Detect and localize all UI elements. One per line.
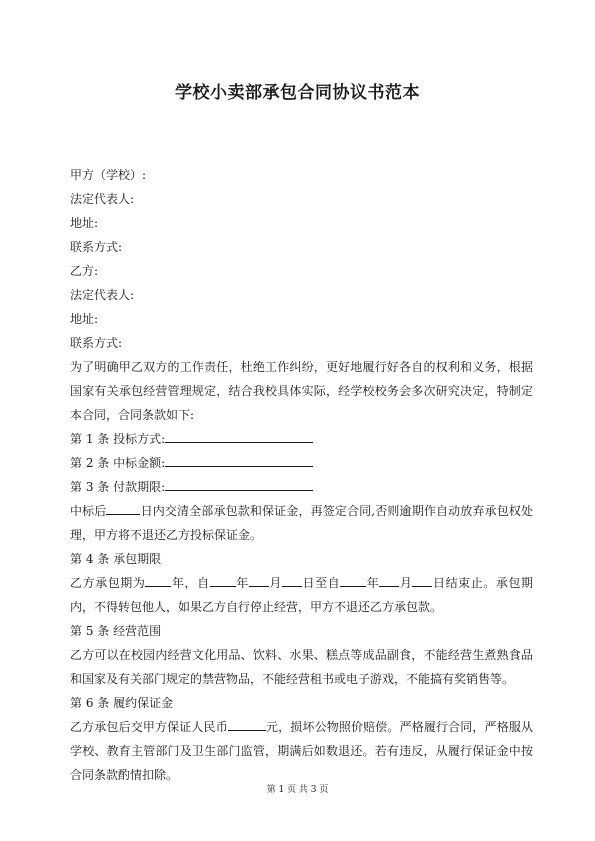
party-b-rep-line: 法定代表人: <box>70 288 135 302</box>
article-3 <box>70 475 533 499</box>
party-a-address-line: 地址: <box>70 216 99 230</box>
deposit-paragraph <box>70 715 533 787</box>
party-b-address-line: 地址: <box>70 312 99 326</box>
bid-text-2: 日内交清全部承包款和保证金，再签定合同,否则逾期作自动放弃承包权处理，甲方将不退还乙方投标保证金。 <box>70 504 533 542</box>
party-a-contact-line: 联系方式: <box>70 240 123 254</box>
blank-start-month <box>249 573 269 587</box>
period-text-8: 日结束止。承包期内，不得转包他人，如果乙方自行停止经营，甲方不退还乙方承包款。 <box>70 576 533 614</box>
blank-bid-method <box>165 429 313 443</box>
period-text-1: 乙方承包期为 <box>70 576 146 590</box>
blank-end-day <box>412 573 432 587</box>
period-paragraph <box>70 571 533 619</box>
document-title: 学校小卖部承包合同协议书范本 <box>175 83 420 103</box>
period-text-7: 月 <box>399 576 413 590</box>
article-4-heading: 第 4 条 承包期限 <box>70 552 162 566</box>
article-2 <box>70 451 533 475</box>
period-text-5: 日至自 <box>301 576 341 590</box>
blank-years <box>145 573 171 587</box>
deposit-text-2: 元，损坏公物照价赔偿。严格履行合同，严格服从学校、教育主管部门及卫生部门监管，期满后如数退还。若有违反，从履行保证金中按合同条款酌情扣除。 <box>70 720 533 782</box>
party-b-line: 乙方: <box>70 264 99 278</box>
party-a-line: 甲方（学校）: <box>70 168 147 182</box>
blank-deposit-amount <box>228 717 266 731</box>
article-2-label: 第 2 条 中标金额: <box>70 456 166 470</box>
article-1 <box>70 427 533 451</box>
period-text-3: 年 <box>235 576 249 590</box>
bid-paragraph <box>70 499 533 547</box>
blank-end-month <box>379 573 399 587</box>
article-1-label: 第 1 条 投标方式: <box>70 432 166 446</box>
document-body <box>70 163 533 787</box>
scope-paragraph: 乙方可以在校园内经营文化用品、饮料、水果、糕点等成品副食，不能经营生煮熟食品和国家及有关部门规定的禁营物品，不能经营租书或电子游戏，不能搞有奖销售等。 <box>70 648 533 686</box>
party-a-rep-line: 法定代表人: <box>70 192 135 206</box>
blank-bid-days <box>106 501 140 515</box>
blank-start-day <box>282 573 302 587</box>
blank-start-year <box>210 573 236 587</box>
blank-end-year <box>340 573 366 587</box>
intro-paragraph: 为了明确甲乙双方的工作责任，杜绝工作纠纷，更好地履行好各自的权利和义务，根据国家有关承包经营管理规定，结合我校具体实际，经学校校务会多次研究决定，特制定本合同，合同条款如下: <box>70 360 533 422</box>
party-b-contact-line: 联系方式: <box>70 336 123 350</box>
page-footer: 第 1 页 共 3 页 <box>266 785 329 795</box>
article-6-heading: 第 6 条 履约保证金 <box>70 696 174 710</box>
article-5-heading: 第 5 条 经营范围 <box>70 624 162 638</box>
period-text-4: 月 <box>268 576 282 590</box>
blank-payment-term <box>165 477 313 491</box>
article-3-label: 第 3 条 付款期限: <box>70 480 166 494</box>
period-text-6: 年 <box>366 576 380 590</box>
bid-text-1: 中标后 <box>70 504 107 518</box>
period-text-2: 年，自 <box>171 576 210 590</box>
blank-bid-amount <box>165 453 313 467</box>
deposit-text-1: 乙方承包后交甲方保证人民币 <box>70 720 228 734</box>
